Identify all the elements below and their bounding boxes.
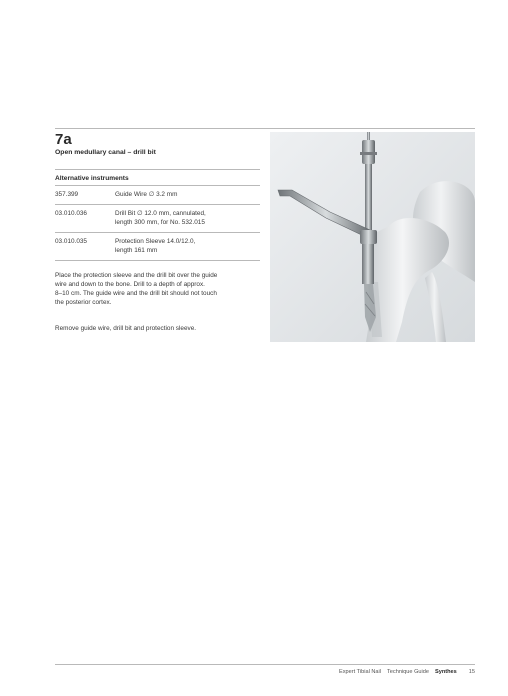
instruction-paragraph [55,324,265,333]
surgical-illustration [270,132,475,342]
footer-product: Expert Tibial Nail [339,669,382,675]
table-row [55,185,260,204]
footer-divider [55,664,475,665]
description-line: length 300 mm, for No. 532.015 [115,219,205,226]
page-number: 15 [468,669,475,675]
instrument-description [115,209,260,227]
footer-doc-type: Technique Guide [387,669,429,675]
section-divider [55,169,260,170]
instrument-description [115,190,260,199]
paragraph-line: 8–10 cm. The guide wire and the drill bit should not touch [55,290,217,297]
table-row [55,232,260,261]
paragraph-line: wire and down to the bone. Drill to a depth of approx. [55,281,205,288]
instrument-code: 03.010.036 [55,210,87,217]
top-divider [55,128,475,129]
step-title: Open medullary canal – drill bit [55,149,156,156]
paragraph-line: Remove guide wire, drill bit and protection sleeve. [55,325,197,332]
footer-brand: Synthes [435,669,457,675]
description-line: length 161 mm [115,247,158,254]
description-line: Drill Bit ∅ 12.0 mm, cannulated, [115,210,206,217]
instruments-table [55,185,260,261]
page-footer [339,668,475,676]
instrument-description [115,237,260,255]
paragraph-line: the posterior cortex. [55,299,112,306]
table-row [55,204,260,232]
step-number: 7a [55,131,72,148]
description-line: Protection Sleeve 14.0/12.0, [115,238,196,245]
instrument-code: 357.399 [55,191,79,198]
drill-bit-illustration [270,132,475,342]
alternative-instruments-heading: Alternative instruments [55,175,129,182]
instruction-paragraph [55,271,265,307]
instrument-code: 03.010.035 [55,238,87,245]
paragraph-line: Place the protection sleeve and the drill bit over the guide [55,272,218,279]
description-line: Guide Wire ∅ 3.2 mm [115,191,178,198]
